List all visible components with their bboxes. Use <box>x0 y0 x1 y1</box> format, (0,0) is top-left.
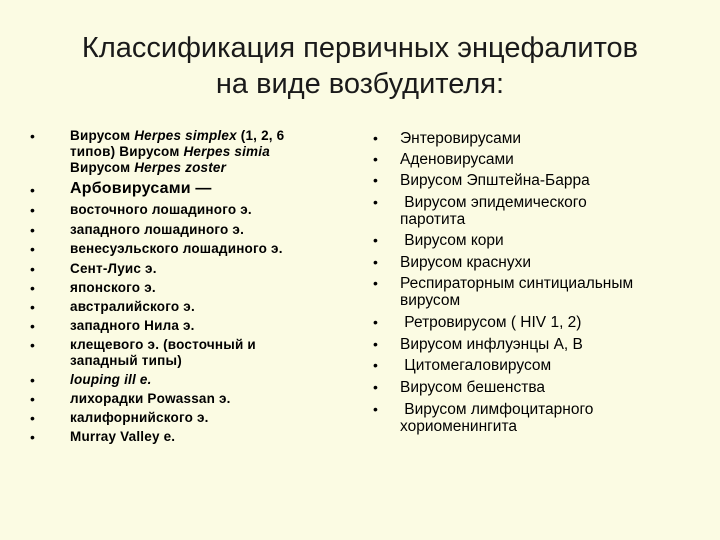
bullet: • <box>30 318 35 334</box>
item-text: австралийского э. <box>70 299 195 314</box>
item-text: западного лошадиного э. <box>70 222 245 237</box>
item-text-wrap: хориоменингита <box>400 418 518 435</box>
bullet: • <box>30 202 35 218</box>
bullet: • <box>373 336 378 352</box>
bullet: • <box>373 357 378 373</box>
bullet: • <box>30 280 35 296</box>
item-text: Вирусом краснухи <box>400 254 532 271</box>
item-text: Аденовирусами <box>400 151 514 168</box>
bullet: • <box>30 128 35 144</box>
bullet: • <box>373 379 378 395</box>
item-text: Вирусом эпидемического <box>400 194 587 211</box>
item-text: Сент-Луис э. <box>70 261 157 276</box>
item-text: Вирусом лимфоцитарного <box>400 401 594 418</box>
item-text: Респираторным синтициальным <box>400 275 634 292</box>
item-text-wrap: западный типы) <box>70 353 182 368</box>
item-text: лихорадки Powassan э. <box>70 391 231 406</box>
title-line-2: на виде возбудителя: <box>215 68 505 100</box>
item-text: Murray Valley e. <box>70 429 176 444</box>
item-text: Вирусом Herpes zoster <box>70 160 227 175</box>
item-text-wrap: вирусом <box>400 292 461 309</box>
item-text: Ретровирусом ( HIV 1, 2) <box>400 314 582 331</box>
item-text: клещевого э. (восточный и <box>70 337 256 352</box>
bullet: • <box>30 337 35 353</box>
item-text: восточного лошадиного э. <box>70 202 252 217</box>
item-text: louping ill e. <box>70 372 152 387</box>
item-text: Вирусом бешенства <box>400 379 545 396</box>
item-text-wrap: паротита <box>400 211 466 228</box>
bullet: • <box>30 372 35 388</box>
bullet: • <box>373 130 378 146</box>
bullet: • <box>373 232 378 248</box>
item-text: Вирусом инфлуэнцы А, В <box>400 336 583 353</box>
bullet: • <box>373 194 378 210</box>
bullet: • <box>30 222 35 238</box>
bullet: • <box>30 429 35 445</box>
title-line-1: Классификация первичных энцефалитов <box>81 32 639 64</box>
bullet: • <box>373 275 378 291</box>
slide-title <box>0 30 720 102</box>
bullet: • <box>373 314 378 330</box>
item-text: венесуэльского лошадиного э. <box>70 241 283 256</box>
bullet: • <box>30 241 35 257</box>
item-text: Вирусом кори <box>400 232 504 249</box>
item-text: Арбовирусами — <box>70 180 212 197</box>
item-text: типов) Вирусом Herpes simia <box>70 144 270 159</box>
item-text: Энтеровирусами <box>400 130 522 147</box>
item-text: японского э. <box>70 280 156 295</box>
item-text: Вирусом Herpes simplex (1, 2, 6 <box>70 128 285 143</box>
bullet: • <box>30 261 35 277</box>
bullet: • <box>30 182 35 198</box>
item-text: калифорнийского э. <box>70 410 209 425</box>
bullet: • <box>373 401 378 417</box>
bullet: • <box>30 391 35 407</box>
bullet: • <box>373 172 378 188</box>
bullet: • <box>30 299 35 315</box>
item-text: Цитомегаловирусом <box>400 357 552 374</box>
bullet: • <box>373 254 378 270</box>
bullet: • <box>373 151 378 167</box>
item-text: западного Нила э. <box>70 318 195 333</box>
bullet: • <box>30 410 35 426</box>
item-text: Вирусом Эпштейна-Барра <box>400 172 590 189</box>
